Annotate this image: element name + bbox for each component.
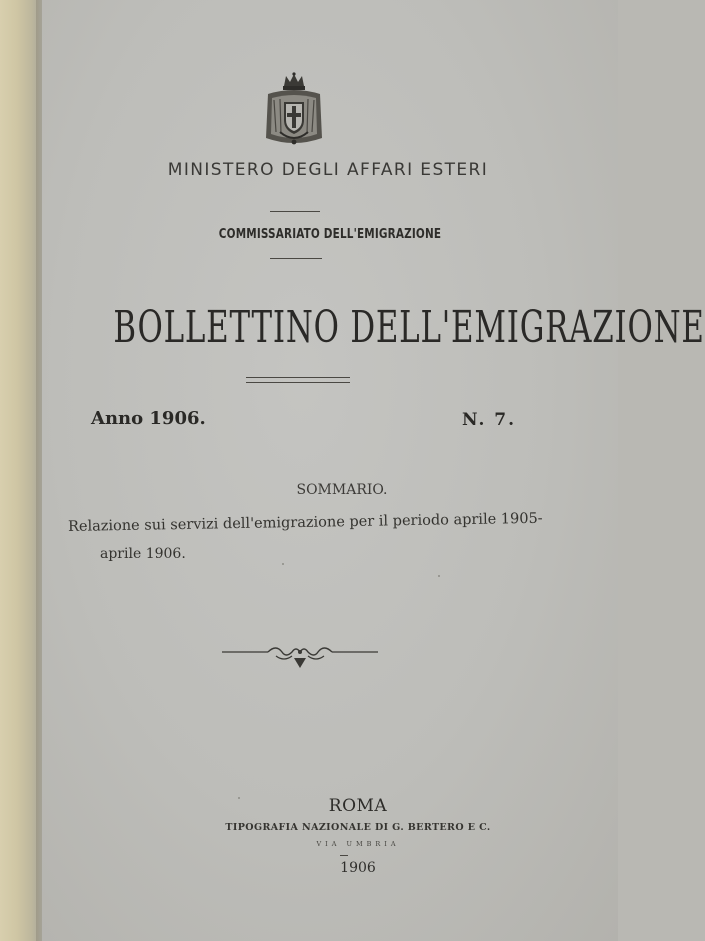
top-divider [270, 211, 320, 212]
year-divider [340, 855, 348, 856]
scroll-ornament-icon [220, 640, 380, 676]
title-double-rule-top [246, 377, 350, 378]
printer-street: VIA UMBRIA [316, 840, 400, 848]
summary-heading: SOMMARIO. [296, 482, 388, 498]
publication-year: 1906 [340, 860, 376, 876]
department-name: COMMISSARIATO DELL'EMIGRAZIONE [218, 226, 442, 242]
year-label: Anno 1906. [91, 408, 206, 429]
summary-text-line-1: Relazione sui servizi dell'emigrazione per il periodo aprile 1905- [67, 510, 543, 535]
publication-city: ROMA [328, 796, 388, 816]
paper-speck [282, 563, 284, 565]
paper-speck [438, 575, 440, 577]
paper-speck [238, 797, 240, 799]
issue-number: N. 7. [462, 410, 517, 430]
printer-name: TIPOGRAFIA NAZIONALE DI G. BERTERO E C. [225, 822, 491, 833]
summary-text-line-2: aprile 1906. [100, 546, 186, 562]
title-double-rule-bottom [246, 382, 350, 383]
bulletin-title: BOLLETTINO DELL'EMIGRAZIONE [113, 302, 705, 353]
middle-divider [270, 258, 322, 259]
royal-coat-of-arms-icon [262, 72, 326, 150]
ministry-name: MINISTERO DEGLI AFFARI ESTERI [167, 160, 489, 180]
cover-page [42, 0, 705, 941]
